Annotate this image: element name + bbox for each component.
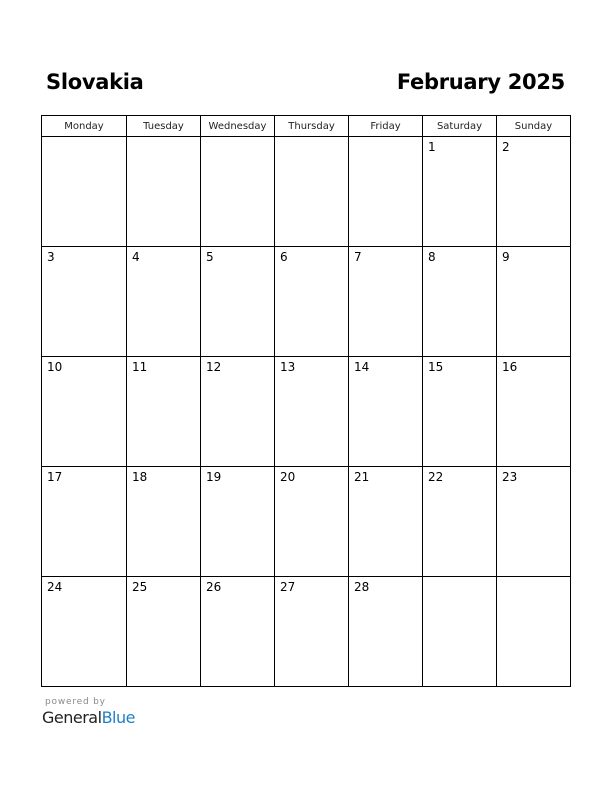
day-number: 8	[428, 250, 436, 264]
day-cell	[349, 467, 423, 577]
weekday-tuesday: Tuesday	[127, 116, 201, 137]
day-number: 11	[132, 360, 148, 374]
day-cell	[42, 577, 127, 687]
day-cell	[127, 247, 201, 357]
day-number	[349, 137, 422, 140]
day-number: 12	[206, 360, 222, 374]
week-row	[42, 137, 571, 247]
day-number: 10	[47, 360, 63, 374]
weekday-header-row	[42, 116, 571, 137]
day-cell	[497, 467, 571, 577]
day-cell	[497, 577, 571, 687]
day-number	[275, 137, 348, 140]
day-number: 1	[428, 140, 436, 154]
day-number: 19	[206, 470, 222, 484]
day-cell	[349, 247, 423, 357]
powered-by-label: powered by	[45, 697, 106, 707]
day-cell	[127, 357, 201, 467]
day-number: 2	[502, 140, 510, 154]
day-number	[127, 137, 200, 140]
day-number: 3	[47, 250, 55, 264]
day-number: 15	[428, 360, 444, 374]
day-number: 4	[132, 250, 140, 264]
day-number: 16	[502, 360, 518, 374]
day-cell	[423, 577, 497, 687]
day-number: 13	[280, 360, 296, 374]
weekday-sunday: Sunday	[497, 116, 571, 137]
day-number: 14	[354, 360, 370, 374]
day-cell	[275, 467, 349, 577]
day-number: 18	[132, 470, 148, 484]
day-cell	[275, 357, 349, 467]
day-cell	[42, 137, 127, 247]
calendar-grid	[41, 115, 571, 687]
day-cell	[127, 467, 201, 577]
day-number: 17	[47, 470, 63, 484]
month-year-title: February 2025	[396, 70, 565, 94]
day-cell	[275, 247, 349, 357]
day-number: 25	[132, 580, 148, 594]
day-number: 6	[280, 250, 288, 264]
day-number: 9	[502, 250, 510, 264]
day-cell	[127, 137, 201, 247]
week-row	[42, 467, 571, 577]
day-number: 21	[354, 470, 370, 484]
day-cell	[201, 577, 275, 687]
day-cell	[201, 137, 275, 247]
week-row	[42, 357, 571, 467]
weekday-friday: Friday	[349, 116, 423, 137]
day-number	[497, 577, 570, 580]
brand-blue: Blue	[101, 708, 135, 727]
day-number: 26	[206, 580, 222, 594]
day-cell	[42, 247, 127, 357]
day-cell	[423, 247, 497, 357]
week-row	[42, 247, 571, 357]
day-cell	[42, 357, 127, 467]
day-number: 24	[47, 580, 63, 594]
day-cell	[423, 137, 497, 247]
generalblue-logo[interactable]	[42, 708, 135, 727]
day-cell	[201, 357, 275, 467]
day-cell	[42, 467, 127, 577]
day-number: 23	[502, 470, 518, 484]
day-number: 5	[206, 250, 214, 264]
country-title: Slovakia	[46, 70, 144, 94]
day-cell	[423, 467, 497, 577]
day-number	[201, 137, 274, 140]
weekday-saturday: Saturday	[423, 116, 497, 137]
day-cell	[201, 467, 275, 577]
weekday-monday: Monday	[42, 116, 127, 137]
day-cell	[349, 357, 423, 467]
day-number: 7	[354, 250, 362, 264]
day-number: 27	[280, 580, 296, 594]
day-cell	[497, 357, 571, 467]
day-cell	[275, 137, 349, 247]
brand-general: General	[42, 708, 102, 727]
day-number: 22	[428, 470, 444, 484]
day-cell	[497, 247, 571, 357]
week-row	[42, 577, 571, 687]
day-cell	[275, 577, 349, 687]
day-number: 28	[354, 580, 370, 594]
weekday-wednesday: Wednesday	[201, 116, 275, 137]
day-number	[42, 137, 126, 140]
day-number	[423, 577, 496, 580]
weekday-thursday: Thursday	[275, 116, 349, 137]
day-cell	[423, 357, 497, 467]
day-cell	[349, 137, 423, 247]
day-number: 20	[280, 470, 296, 484]
day-cell	[497, 137, 571, 247]
day-cell	[349, 577, 423, 687]
day-cell	[127, 577, 201, 687]
day-cell	[201, 247, 275, 357]
